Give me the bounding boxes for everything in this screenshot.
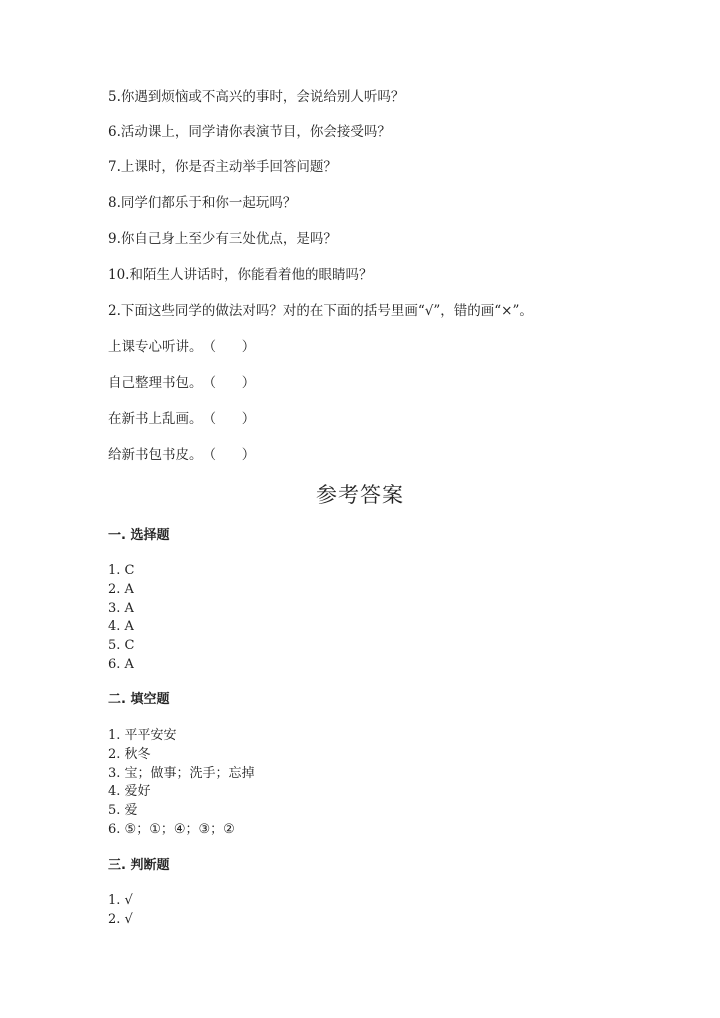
- judge-item-text: 上课专心听讲。: [108, 339, 203, 355]
- question-5: 5.你遇到烦恼或不高兴的事时，会说给别人听吗？: [108, 89, 405, 105]
- judge-item: [108, 410, 257, 428]
- answer-key-title: 参考答案: [316, 483, 404, 507]
- answer-item: 3. 宝；做事；洗手；忘掉: [108, 765, 255, 781]
- question-9: 9.你自己身上至少有三处优点，是吗？: [108, 231, 337, 247]
- answer-item: 4. 爱好: [108, 784, 151, 800]
- section-heading-choice: 一. 选择题: [108, 528, 170, 543]
- answer-item: 6. ⑤；①；④；③；②: [108, 821, 235, 837]
- section-heading-fill: 二. 填空题: [108, 692, 170, 707]
- answer-item: 2. 秋冬: [108, 746, 151, 762]
- judge-item-text: 在新书上乱画。: [108, 411, 203, 427]
- answer-item: 1. C: [108, 563, 135, 578]
- answer-item: 3. A: [108, 600, 134, 616]
- answer-item: 5. 爱: [108, 803, 138, 819]
- answer-list-judge: [108, 892, 133, 930]
- section-heading-judge: 三. 判断题: [108, 858, 170, 873]
- answer-parentheses[interactable]: （ ）: [202, 411, 256, 427]
- judge-item: [108, 446, 257, 464]
- answer-item: 6. A: [108, 656, 134, 672]
- answer-item: 4. A: [108, 619, 134, 635]
- answer-list-choice: [108, 562, 134, 675]
- answer-parentheses[interactable]: （ ）: [202, 447, 256, 463]
- answer-item: 5. C: [108, 638, 135, 654]
- question-6: 6.活动课上，同学请你表演节目，你会接受吗？: [108, 124, 391, 140]
- judge-item-text: 自己整理书包。: [108, 375, 203, 391]
- answer-list-fill: [108, 727, 255, 840]
- judge-item-text: 给新书包书皮。: [108, 447, 203, 463]
- judge-question-prompt: 2.下面这些同学的做法对吗？对的在下面的括号里画“√”，错的画“×”。: [108, 303, 533, 319]
- judge-item: [108, 338, 257, 356]
- answer-item: 1. 平平安安: [108, 728, 177, 743]
- answer-parentheses[interactable]: （ ）: [202, 375, 256, 391]
- question-7: 7.上课时，你是否主动举手回答问题？: [108, 159, 337, 175]
- question-10: 10.和陌生人讲话时，你能看着他的眼睛吗？: [108, 267, 373, 283]
- answer-item: 1. √: [108, 893, 133, 908]
- answer-item: 2. A: [108, 581, 134, 597]
- answer-parentheses[interactable]: （ ）: [202, 339, 256, 355]
- judge-item: [108, 374, 257, 392]
- answer-item: 2. √: [108, 911, 133, 927]
- question-8: 8.同学们都乐于和你一起玩吗？: [108, 195, 297, 211]
